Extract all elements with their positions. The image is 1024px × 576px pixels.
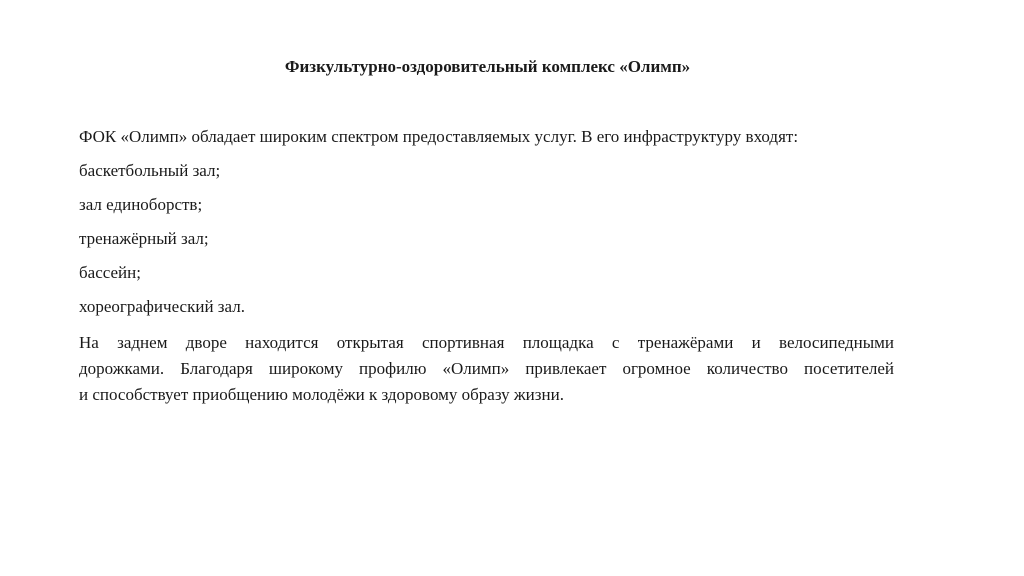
spacer bbox=[79, 250, 894, 262]
closing-paragraph bbox=[79, 330, 894, 408]
spacer bbox=[79, 182, 894, 194]
list-item-basketball-hall: баскетбольный зал; bbox=[79, 161, 221, 180]
spacer bbox=[79, 148, 894, 160]
list-item-martial-arts-hall: зал единоборств; bbox=[79, 195, 203, 214]
closing-line: На заднем дворе находится открытая спортивная площадка с тренажёрами и велосипедными bbox=[79, 333, 894, 352]
spacer bbox=[79, 216, 894, 228]
document-title: Физкультурно-оздоровительный комплекс «Олимп» bbox=[284, 57, 691, 76]
closing-line: и способствует приобщению молодёжи к здоровому образу жизни. bbox=[79, 385, 564, 404]
closing-line: дорожками. Благодаря широкому профилю «Олимп» привлекает огромное количество посетителей bbox=[79, 359, 894, 378]
list-item-pool: бассейн; bbox=[79, 263, 141, 282]
spacer bbox=[79, 284, 894, 296]
spacer bbox=[79, 318, 894, 330]
list-item-choreography-hall: хореографический зал. bbox=[79, 297, 245, 316]
list-item-gym: тренажёрный зал; bbox=[79, 229, 209, 248]
intro-paragraph: ФОК «Олимп» обладает широким спектром предоставляемых услуг. В его инфраструктуру входят: bbox=[79, 127, 799, 146]
document-body bbox=[79, 126, 894, 408]
